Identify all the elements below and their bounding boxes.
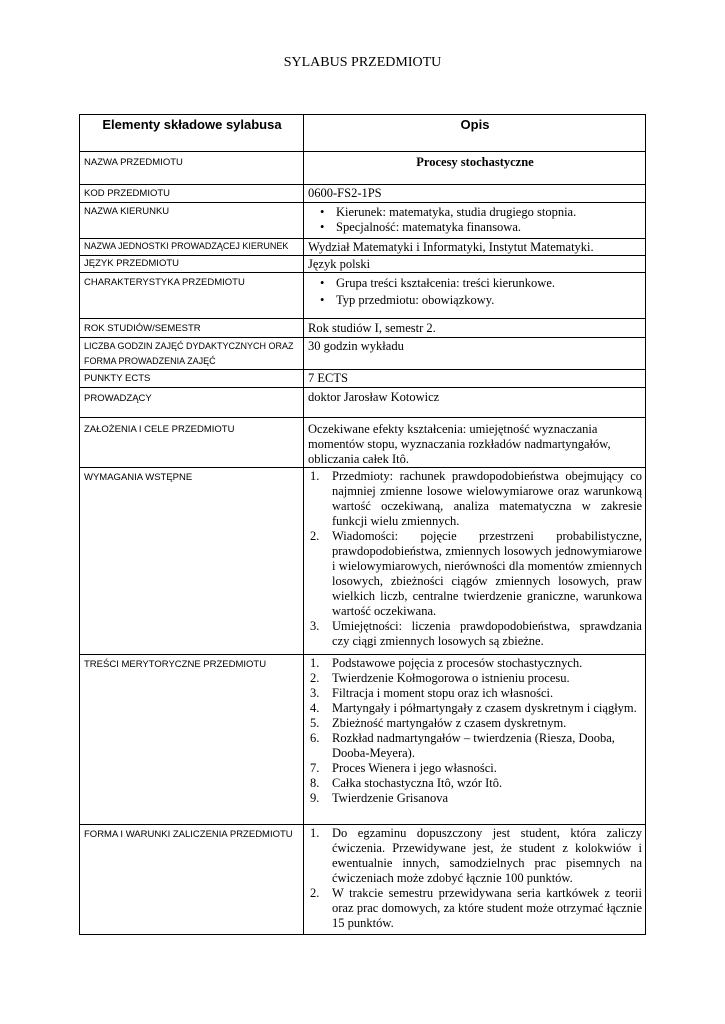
- list-item: [310, 469, 642, 529]
- table-row: [80, 203, 646, 239]
- item-text: Przedmioty: rachunek prawdopodobieństwa obejmujący co najmniej zmienne losowe wielowymiarowe oraz warunkową wartość oczekiwaną, analiza matematyczna w zakresie funkcji wielu zmiennych.: [332, 469, 642, 528]
- row-label: ROK STUDIÓW/SEMESTR: [80, 319, 304, 338]
- list-item: [310, 776, 642, 791]
- table-row: [80, 418, 646, 468]
- row-label: WYMAGANIA WSTĘPNE: [80, 468, 304, 655]
- item-number: 5.: [310, 716, 320, 730]
- item-number: 9.: [310, 791, 320, 805]
- list-item: [310, 791, 642, 806]
- row-label: NAZWA KIERUNKU: [80, 203, 304, 239]
- item-number: 1.: [310, 469, 320, 483]
- list-item: [310, 886, 642, 931]
- table-row: [80, 239, 646, 256]
- course-code: 0600-FS2-1PS: [304, 185, 646, 203]
- table-row: [80, 468, 646, 655]
- list-item: [310, 731, 642, 761]
- syllabus-table: [79, 114, 646, 935]
- item-text: Wiadomości: pojęcie przestrzeni probabilistyczne, prawdopodobieństwa, zmiennych losowych jednowymiarowe i wielowymiarowych, nierówności dla momentów zmiennych losowych, zbieżności ciągów zmiennych losowych, praw wielkich liczb, centralne twierdzenie graniczne, warunkowa wartość oczekiwana.: [332, 529, 642, 618]
- row-label: PROWADZĄCY: [80, 388, 304, 418]
- list-item: [310, 619, 642, 649]
- header-elements: Elementy składowe sylabusa: [80, 115, 304, 152]
- item-number: 4.: [310, 701, 320, 715]
- row-label: JĘZYK PRZEDMIOTU: [80, 256, 304, 273]
- item-text: Rozkład nadmartyngałów – twierdzenia (Riesza, Dooba, Dooba-Meyera).: [332, 731, 615, 760]
- item-text: Do egzaminu dopuszczony jest student, która zaliczy ćwiczenia. Przewidywane jest, że student z kolokwiów i ewentualnie innych, samodzielnych prac pisemnych na ćwiczeniach może zdobyć łącznie 100 punktów.: [332, 826, 642, 885]
- list-item: • Typ przedmiotu: obowiązkowy.: [330, 293, 642, 308]
- list-item: [310, 716, 642, 731]
- row-label: CHARAKTERYSTYKA PRZEDMIOTU: [80, 273, 304, 319]
- course-name: Procesy stochastyczne: [304, 152, 646, 185]
- item-text: W trakcie semestru przewidywana seria kartkówek z teorii oraz prac domowych, za które student może otrzymać łącznie 15 punktów.: [332, 886, 642, 930]
- row-label: [80, 338, 304, 370]
- table-row: [80, 273, 646, 319]
- unit-name: Wydział Matematyki i Informatyki, Instytut Matematyki.: [304, 239, 646, 256]
- item-number: 1.: [310, 826, 320, 840]
- table-row: [80, 152, 646, 185]
- course-goals: Oczekiwane efekty kształcenia: umiejętność wyznaczania momentów stopu, wyznaczania rozkładów nadmartyngałów, obliczania całek Itô.: [304, 418, 646, 468]
- hours: 30 godzin wykładu: [304, 338, 646, 370]
- item-number: 2.: [310, 886, 320, 900]
- table-row: [80, 185, 646, 203]
- course-characteristics: [304, 273, 646, 319]
- assessment-form: [304, 825, 646, 935]
- item-number: 3.: [310, 619, 320, 633]
- table-row: [80, 338, 646, 370]
- item-text: Umiejętności: liczenia prawdopodobieństwa, sprawdzania czy ciągi zmiennych losowych są zbieżne.: [332, 619, 642, 648]
- prerequisites: [304, 468, 646, 655]
- list-item: • Specjalność: matematyka finansowa.: [330, 220, 642, 235]
- item-number: 8.: [310, 776, 320, 790]
- field-of-study: [304, 203, 646, 239]
- list-item: [310, 701, 642, 716]
- row-label: NAZWA PRZEDMIOTU: [80, 152, 304, 185]
- item-number: 6.: [310, 731, 320, 745]
- label-line: LICZBA GODZIN ZAJĘĆ DYDAKTYCZNYCH ORAZ: [84, 341, 294, 351]
- item-number: 2.: [310, 529, 320, 543]
- table-row: [80, 388, 646, 418]
- item-number: 1.: [310, 656, 320, 670]
- row-label: NAZWA JEDNOSTKI PROWADZĄCEJ KIERUNEK: [80, 239, 304, 256]
- item-number: 7.: [310, 761, 320, 775]
- row-label: FORMA I WARUNKI ZALICZENIA PRZEDMIOTU: [80, 825, 304, 935]
- ects-points: 7 ECTS: [304, 370, 646, 388]
- lecturer: doktor Jarosław Kotowicz: [304, 388, 646, 418]
- item-text: Twierdzenie Grisanova: [332, 791, 449, 805]
- row-label: TREŚCI MERYTORYCZNE PRZEDMIOTU: [80, 655, 304, 825]
- list-item: [310, 826, 642, 886]
- list-item: • Kierunek: matematyka, studia drugiego stopnia.: [330, 205, 642, 220]
- course-content: [304, 655, 646, 825]
- item-text: Proces Wienera i jego własności.: [332, 761, 497, 775]
- table-row: [80, 655, 646, 825]
- course-language: Język polski: [304, 256, 646, 273]
- label-line: FORMA PROWADZENIA ZAJĘĆ: [84, 356, 216, 366]
- list-item: [310, 671, 642, 686]
- table-row: [80, 825, 646, 935]
- row-label: PUNKTY ECTS: [80, 370, 304, 388]
- table-header-row: [80, 115, 646, 152]
- list-item: [310, 529, 642, 619]
- item-number: 3.: [310, 686, 320, 700]
- table-row: [80, 370, 646, 388]
- row-label: ZAŁOŻENIA I CELE PRZEDMIOTU: [80, 418, 304, 468]
- row-label: KOD PRZEDMIOTU: [80, 185, 304, 203]
- item-text: Martyngały i półmartyngały z czasem dyskretnym i ciągłym.: [332, 701, 637, 715]
- item-text: Podstawowe pojęcia z procesów stochastycznych.: [332, 656, 583, 670]
- document-title: SYLABUS PRZEDMIOTU: [283, 55, 442, 70]
- table-row: [80, 319, 646, 338]
- list-item: • Grupa treści kształcenia: treści kierunkowe.: [330, 276, 642, 293]
- item-number: 2.: [310, 671, 320, 685]
- list-item: [310, 761, 642, 776]
- item-text: Filtracja i moment stopu oraz ich własności.: [332, 686, 554, 700]
- list-item: [310, 656, 642, 671]
- header-description: Opis: [304, 115, 646, 152]
- item-text: Zbieżność martyngałów z czasem dyskretnym.: [332, 716, 567, 730]
- item-text: Twierdzenie Kołmogorowa o istnieniu procesu.: [332, 671, 570, 685]
- study-year: Rok studiów I, semestr 2.: [304, 319, 646, 338]
- item-text: Całka stochastyczna Itô, wzór Itô.: [332, 776, 503, 790]
- list-item: [310, 686, 642, 701]
- table-row: [80, 256, 646, 273]
